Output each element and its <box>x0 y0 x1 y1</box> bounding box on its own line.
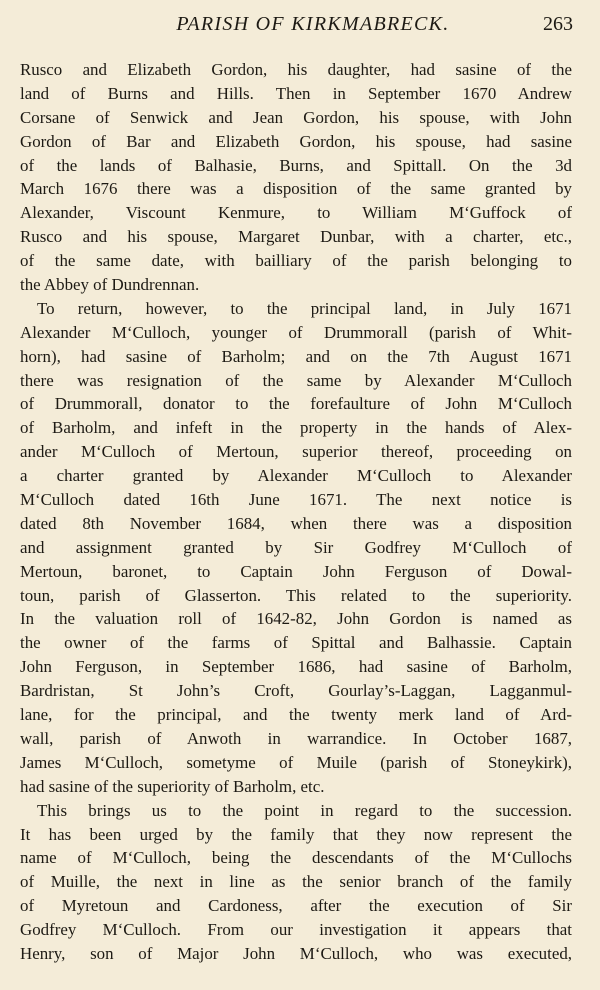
text-line: name of M‘Culloch, being the descendants of the M‘Cullochs <box>20 848 572 868</box>
text-line: March 1676 there was a disposition of the same granted by <box>20 179 572 199</box>
text-line: In the valuation roll of 1642-82, John Gordon is named as <box>20 609 572 629</box>
text-line: It has been urged by the family that they now represent the <box>20 824 572 844</box>
running-title: PARISH OF KIRKMABRECK. <box>176 13 450 35</box>
paragraph <box>20 58 572 297</box>
text-line: Bardristan, St John’s Croft, Gourlay’s-Laggan, Lagganmul- <box>20 681 572 701</box>
text-line: toun, parish of Glasserton. This related to the superiority. <box>20 585 572 605</box>
paragraph <box>20 297 572 799</box>
text-line: Gordon of Bar and Elizabeth Gordon, his spouse, had sasine <box>20 131 572 151</box>
text-line: land of Burns and Hills. Then in September 1670 Andrew <box>20 83 572 103</box>
text-line: Henry, son of Major John M‘Culloch, who was executed, <box>20 943 572 963</box>
text-line: there was resignation of the same by Alexander M‘Culloch <box>20 370 572 390</box>
text-line: horn), had sasine of Barholm; and on the 7th August 1671 <box>20 346 572 366</box>
text-line: had sasine of the superiority of Barholm, etc. <box>20 776 325 796</box>
text-line: Rusco and his spouse, Margaret Dunbar, with a charter, etc., <box>20 227 572 247</box>
text-line: lane, for the principal, and the twenty merk land of Ard- <box>20 705 572 725</box>
text-line: John Ferguson, in September 1686, had sasine of Barholm, <box>20 657 572 677</box>
page-number: 263 <box>543 13 573 35</box>
text-line: the Abbey of Dundrennan. <box>20 275 200 295</box>
text-line: of Barholm, and infeft in the property in the hands of Alex- <box>20 418 572 438</box>
text-line: Corsane of Senwick and Jean Gordon, his spouse, with John <box>20 107 572 127</box>
text-line: Alexander M‘Culloch, younger of Drummorall (parish of Whit- <box>20 322 572 342</box>
text-line: wall, parish of Anwoth in warrandice. In October 1687, <box>20 728 572 748</box>
paragraph <box>20 799 572 966</box>
text-line: Alexander, Viscount Kenmure, to William M‘Guffock of <box>20 203 572 223</box>
text-line: Rusco and Elizabeth Gordon, his daughter, had sasine of the <box>20 60 572 79</box>
text-line: the owner of the farms of Spittal and Balhassie. Captain <box>20 633 572 653</box>
text-line: ander M‘Culloch of Mertoun, superior thereof, proceeding on <box>20 442 572 462</box>
text-line: of the lands of Balhasie, Burns, and Spittall. On the 3d <box>20 155 572 175</box>
text-line: To return, however, to the principal land, in July 1671 <box>37 298 572 318</box>
body-text <box>20 58 572 966</box>
text-line: of Muille, the next in line as the senior branch of the family <box>20 872 572 892</box>
running-head <box>0 10 600 42</box>
text-line: and assignment granted by Sir Godfrey M‘Culloch of <box>20 537 572 557</box>
text-line: dated 8th November 1684, when there was a disposition <box>20 513 572 533</box>
text-line: of the same date, with bailliary of the parish belonging to <box>20 251 572 271</box>
text-line: a charter granted by Alexander M‘Culloch to Alexander <box>20 466 572 486</box>
text-line: of Myretoun and Cardoness, after the execution of Sir <box>20 896 572 916</box>
text-line: of Drummorall, donator to the forefaulture of John M‘Culloch <box>20 394 572 414</box>
text-line: This brings us to the point in regard to the succession. <box>37 800 572 820</box>
text-line: Mertoun, baronet, to Captain John Ferguson of Dowal- <box>20 561 572 581</box>
text-line: M‘Culloch dated 16th June 1671. The next notice is <box>20 490 572 510</box>
text-line: Godfrey M‘Culloch. From our investigation it appears that <box>20 920 572 940</box>
text-line: James M‘Culloch, sometyme of Muile (parish of Stoneykirk), <box>20 752 572 772</box>
